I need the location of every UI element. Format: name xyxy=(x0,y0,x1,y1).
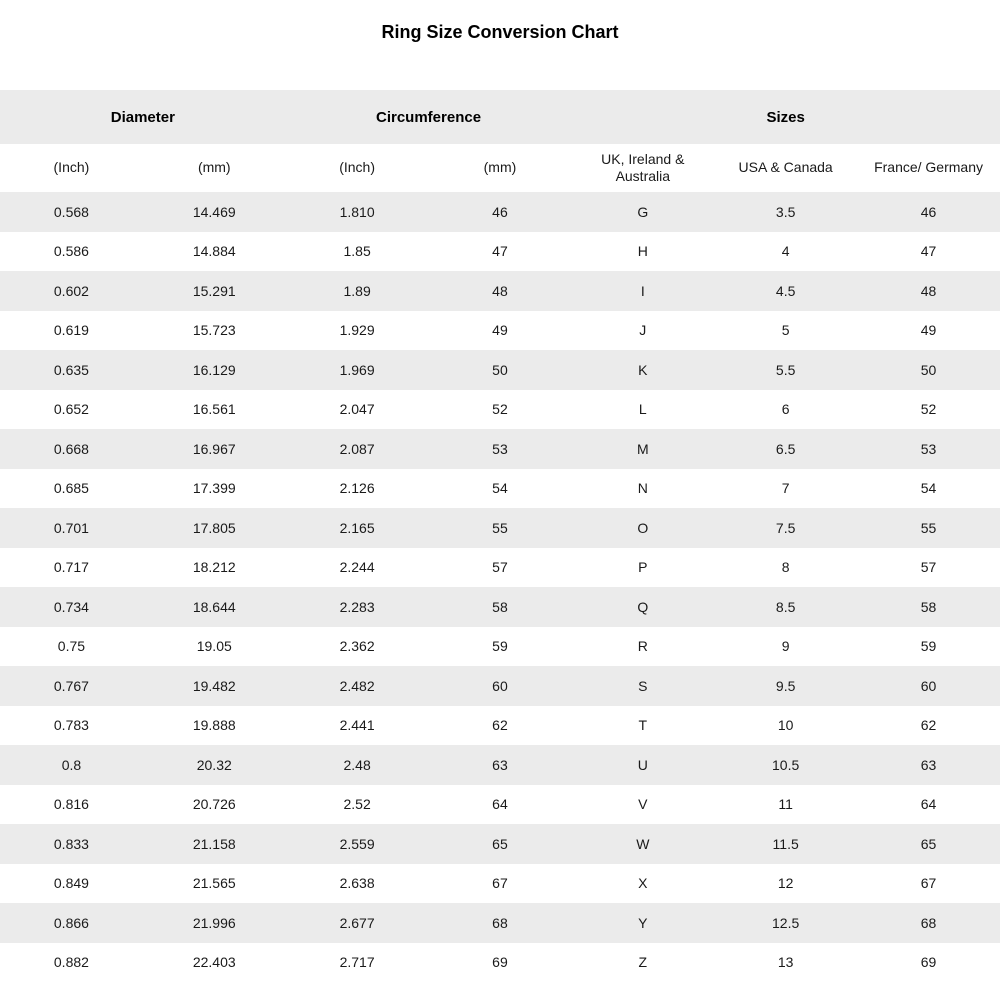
table-cell: 2.087 xyxy=(339,440,375,457)
table-row xyxy=(0,706,1000,746)
table-cell: 47 xyxy=(920,243,937,260)
table-cell: 22.403 xyxy=(192,954,236,971)
table-cell: 16.129 xyxy=(192,361,236,378)
table-cell: 65 xyxy=(492,835,508,852)
table-cell: 53 xyxy=(492,440,508,457)
table-cell: 5 xyxy=(781,322,790,339)
table-cell: 17.399 xyxy=(192,480,236,497)
table-row xyxy=(0,192,1000,232)
table-cell: M xyxy=(636,440,649,457)
table-cell: X xyxy=(638,875,648,892)
table-cell: 5.5 xyxy=(775,361,796,378)
table-cell: 6.5 xyxy=(775,440,796,457)
table-cell: 14.884 xyxy=(192,243,236,260)
table-cell: 68 xyxy=(492,914,508,931)
table-cell: 8.5 xyxy=(775,598,796,615)
table-cell: 57 xyxy=(492,559,508,576)
table-row xyxy=(0,271,1000,311)
table-cell: 0.717 xyxy=(53,559,89,576)
table-row xyxy=(0,350,1000,390)
table-cell: 2.283 xyxy=(339,598,375,615)
table-cell: P xyxy=(638,559,648,576)
group-header-diameter: Diameter xyxy=(110,108,175,126)
table-cell: 8 xyxy=(781,559,790,576)
table-cell: 49 xyxy=(920,322,937,339)
table-cell: 9.5 xyxy=(775,677,796,694)
table-cell: 2.482 xyxy=(339,677,375,694)
table-cell: 60 xyxy=(492,677,508,694)
table-cell: 64 xyxy=(492,796,508,813)
table-cell: 0.586 xyxy=(53,243,89,260)
table-cell: 14.469 xyxy=(192,203,236,220)
table-cell: 57 xyxy=(920,559,937,576)
table-cell: 19.05 xyxy=(196,638,232,655)
table-cell: 46 xyxy=(920,203,937,220)
table-cell: 55 xyxy=(492,519,508,536)
table-cell: Z xyxy=(638,954,648,971)
table-cell: 12.5 xyxy=(772,914,800,931)
table-cell: 16.561 xyxy=(192,401,236,418)
table-row xyxy=(0,785,1000,825)
table-cell: 4 xyxy=(781,243,790,260)
table-cell: 15.291 xyxy=(192,282,236,299)
column-header: (mm) xyxy=(483,159,517,176)
table-cell: 62 xyxy=(920,717,937,734)
table-row xyxy=(0,745,1000,785)
table-cell: 7.5 xyxy=(775,519,796,536)
column-header: USA & Canada xyxy=(738,159,833,176)
table-cell: 2.047 xyxy=(339,401,375,418)
table-cell: 7 xyxy=(781,480,790,497)
table-cell: 0.783 xyxy=(53,717,89,734)
table-row xyxy=(0,864,1000,904)
table-cell: 1.810 xyxy=(339,203,375,220)
table-cell: 21.158 xyxy=(192,835,236,852)
table-cell: 0.568 xyxy=(53,203,89,220)
table-cell: 19.482 xyxy=(192,677,236,694)
table-body xyxy=(0,192,1000,982)
table-cell: 0.8 xyxy=(61,756,82,773)
table-cell: 0.734 xyxy=(53,598,89,615)
table-cell: 48 xyxy=(920,282,937,299)
table-cell: S xyxy=(638,677,648,694)
table-cell: 63 xyxy=(920,756,937,773)
table-row xyxy=(0,587,1000,627)
table-cell: 9 xyxy=(781,638,790,655)
table-cell: 13 xyxy=(777,954,794,971)
table-cell: 0.75 xyxy=(57,638,86,655)
table-cell: 0.849 xyxy=(53,875,89,892)
group-header-sizes: Sizes xyxy=(766,108,805,126)
table-cell: 59 xyxy=(492,638,508,655)
table-cell: 62 xyxy=(492,717,508,734)
table-row xyxy=(0,548,1000,588)
table-cell: 68 xyxy=(920,914,937,931)
table-cell: 0.602 xyxy=(53,282,89,299)
table-cell: 2.165 xyxy=(339,519,375,536)
table-cell: 2.244 xyxy=(339,559,375,576)
table-cell: O xyxy=(637,519,649,536)
table-cell: 2.677 xyxy=(339,914,375,931)
table-cell: 59 xyxy=(920,638,937,655)
table-cell: 1.89 xyxy=(343,282,371,299)
table-cell: 0.833 xyxy=(53,835,89,852)
table-cell: 20.726 xyxy=(192,796,236,813)
table-cell: 0.685 xyxy=(53,480,89,497)
table-cell: 55 xyxy=(920,519,937,536)
table-cell: 52 xyxy=(492,401,508,418)
table-cell: U xyxy=(637,756,648,773)
table-cell: 20.32 xyxy=(196,756,232,773)
table-cell: 1.929 xyxy=(339,322,375,339)
table-row xyxy=(0,666,1000,706)
table-row xyxy=(0,469,1000,509)
table-cell: 64 xyxy=(920,796,937,813)
table-cell: 11.5 xyxy=(772,835,799,852)
page-title: Ring Size Conversion Chart xyxy=(381,22,619,42)
table-cell: 12 xyxy=(777,875,794,892)
table-cell: 0.816 xyxy=(53,796,89,813)
group-header-circumference: Circumference xyxy=(376,108,482,126)
table-cell: 60 xyxy=(920,677,937,694)
table-cell: J xyxy=(639,322,647,339)
table-cell: Y xyxy=(638,914,648,931)
table-cell: G xyxy=(637,203,649,220)
table-cell: 2.638 xyxy=(339,875,375,892)
table-cell: 2.48 xyxy=(343,756,371,773)
table-cell: 0.767 xyxy=(53,677,89,694)
table-row xyxy=(0,943,1000,983)
table-cell: 69 xyxy=(492,954,508,971)
table-cell: 0.619 xyxy=(53,322,89,339)
table-cell: 67 xyxy=(492,875,508,892)
table-cell: 0.635 xyxy=(53,361,89,378)
table-cell: H xyxy=(637,243,648,260)
table-row xyxy=(0,508,1000,548)
table-row xyxy=(0,824,1000,864)
table-cell: 0.866 xyxy=(53,914,89,931)
table-cell: Q xyxy=(637,598,649,615)
table-cell: 67 xyxy=(920,875,937,892)
table-cell: 15.723 xyxy=(192,322,236,339)
table-cell: 2.441 xyxy=(339,717,375,734)
table-cell: N xyxy=(637,480,648,497)
column-header: UK, Ireland & Australia xyxy=(601,150,685,184)
table-cell: 3.5 xyxy=(775,203,796,220)
table-cell: 18.644 xyxy=(192,598,236,615)
table-cell: 4.5 xyxy=(775,282,796,299)
table-cell: 1.969 xyxy=(339,361,375,378)
table-cell: 21.996 xyxy=(192,914,236,931)
table-cell: 0.701 xyxy=(53,519,89,536)
column-header: (Inch) xyxy=(53,159,90,176)
table-cell: V xyxy=(638,796,648,813)
table-row xyxy=(0,627,1000,667)
table-cell: 17.805 xyxy=(192,519,236,536)
table-cell: 50 xyxy=(920,361,937,378)
table-cell: 58 xyxy=(920,598,937,615)
table-cell: 1.85 xyxy=(343,243,371,260)
column-header-row xyxy=(0,144,1000,192)
table-cell: L xyxy=(638,401,647,418)
table-cell: 16.967 xyxy=(192,440,236,457)
table-cell: 2.717 xyxy=(339,954,375,971)
group-header-row xyxy=(0,90,1000,144)
table-cell: 48 xyxy=(492,282,508,299)
table-cell: 54 xyxy=(920,480,937,497)
table-cell: 18.212 xyxy=(192,559,236,576)
table-cell: 47 xyxy=(492,243,508,260)
column-header: (mm) xyxy=(197,159,231,176)
table-cell: 0.882 xyxy=(53,954,89,971)
table-cell: 21.565 xyxy=(192,875,236,892)
table-header xyxy=(0,90,1000,192)
column-header: (Inch) xyxy=(339,159,375,176)
table-cell: K xyxy=(638,361,648,378)
table-cell: 2.362 xyxy=(339,638,375,655)
table-cell: 58 xyxy=(492,598,508,615)
table-cell: 69 xyxy=(920,954,937,971)
table-cell: 0.652 xyxy=(53,401,89,418)
table-cell: W xyxy=(636,835,650,852)
table-cell: 19.888 xyxy=(192,717,236,734)
table-cell: 2.559 xyxy=(339,835,375,852)
table-cell: 11 xyxy=(778,796,793,813)
table-cell: 65 xyxy=(920,835,937,852)
table-cell: 10 xyxy=(777,717,794,734)
table-cell: 52 xyxy=(920,401,937,418)
ring-size-conversion-table xyxy=(0,90,1000,982)
table-row xyxy=(0,429,1000,469)
table-cell: 49 xyxy=(492,322,508,339)
table-cell: 63 xyxy=(492,756,508,773)
table-row xyxy=(0,390,1000,430)
table-cell: I xyxy=(640,282,645,299)
table-row xyxy=(0,311,1000,351)
table-cell: 54 xyxy=(492,480,508,497)
table-cell: R xyxy=(637,638,648,655)
column-header: France/ Germany xyxy=(874,159,983,176)
table-cell: 10.5 xyxy=(772,756,800,773)
table-cell: T xyxy=(638,717,648,734)
table-row xyxy=(0,903,1000,943)
table-cell: 0.668 xyxy=(53,440,89,457)
table-cell: 46 xyxy=(492,203,508,220)
table-cell: 50 xyxy=(492,361,508,378)
table-cell: 6 xyxy=(781,401,790,418)
table-row xyxy=(0,232,1000,272)
table-cell: 2.52 xyxy=(343,796,371,813)
table-cell: 53 xyxy=(920,440,937,457)
table-cell: 2.126 xyxy=(339,480,375,497)
